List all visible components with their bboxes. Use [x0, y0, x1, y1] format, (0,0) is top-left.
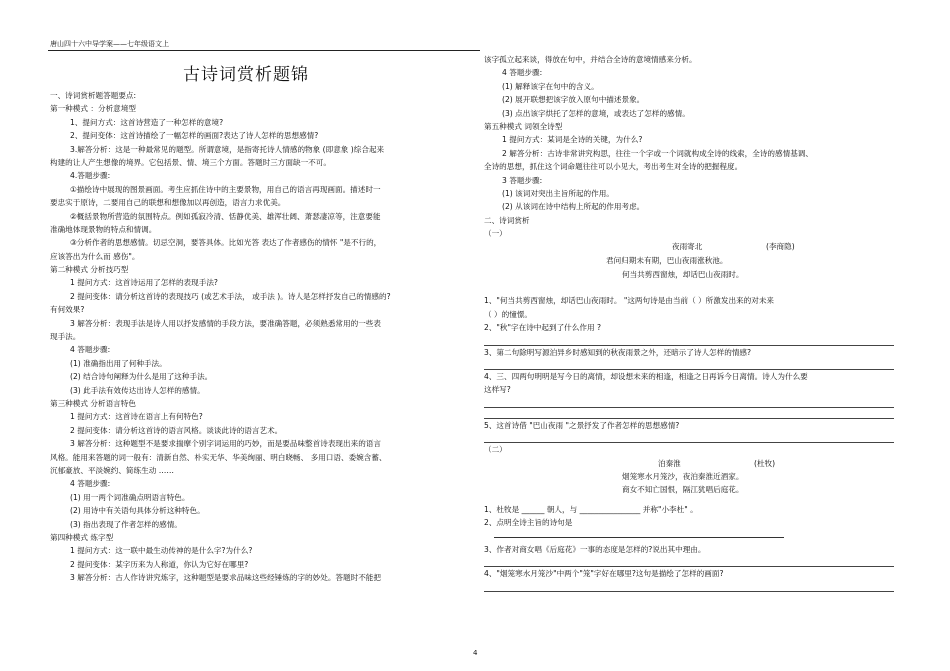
answer-line: [484, 408, 894, 419]
page-number: 4: [473, 649, 478, 657]
text-line: 风格。能用来答题的词一般有：清新自然、朴实无华、华美绚丽、明白晓畅、 多用口语、委婉含蓄、: [50, 452, 387, 462]
text-line: 3.解答分析：这是一种最常见的题型。所谓意境，是指寄托诗人情感的物象 (即意象 )综合起来: [70, 144, 385, 154]
poem-1-title: 夜雨寄北: [672, 242, 703, 252]
text-line: 这样写?: [484, 385, 511, 395]
text-line: （一）: [484, 229, 507, 239]
text-line: (2) 展开联想把该字放入原句中描述景象。: [502, 95, 645, 105]
text-line: 第四种模式 炼字型: [50, 532, 114, 542]
answer-line: [484, 581, 894, 592]
text-line: 2 提问变体：请分析这首诗的语言风格。谈谈此诗的语言艺术。: [70, 425, 283, 435]
text-line: 2 提问变体：请分析这首诗的表现技巧 (或艺术手法， 或手法 )。诗人是怎样抒发自己的情感的?: [70, 291, 391, 301]
text-line: (2) 用诗中有关语句具体分析这种特色。: [70, 506, 205, 516]
text-line: 5、这首诗借 "巴山夜雨 "之景抒发了作者怎样的思想感情?: [484, 420, 680, 430]
questions-2: [484, 503, 904, 592]
text-line: (3) 此手法有效传达出诗人怎样的感情。: [70, 385, 205, 395]
answer-line: [484, 432, 894, 443]
poem-1-author: (李商隐): [766, 242, 795, 252]
text-line: (2) 从该词在诗中结构上所起的作用考虑。: [502, 202, 645, 212]
text-line: (1) 准确指出用了何种手法。: [70, 358, 167, 368]
text-line: (2) 结合诗句阐释为什么是用了这种手法。: [70, 372, 213, 382]
poem-1-line-2: 何当共剪西窗烛，却话巴山夜雨时。: [622, 270, 744, 280]
text-line: 4 答题步骤:: [70, 479, 111, 489]
poem-2-title: 泊秦淮: [658, 458, 681, 468]
page-header: 唐山四十六中导学案——七年级语文上: [50, 40, 169, 48]
text-line: 1 提问方式：这一联中最生动传神的是什么字?为什么?: [70, 546, 253, 556]
text-line: 要忠实于原诗，二要用自己的联想和想像加以再创造，语言力求优美。: [50, 198, 286, 208]
text-line: 1、提问方式：这首诗营造了一种怎样的意境?: [70, 117, 224, 127]
text-line: 二、诗词赏析: [484, 215, 530, 225]
text-line: 全诗的思想，抓住这个词命题往往可以小见大，考出考生对全诗的把握程度。: [484, 162, 743, 172]
text-line: 3 解答分析：表现手法是诗人用以抒发感情的手段方法，要准确答题，必须熟悉常用的一些表: [70, 318, 381, 328]
text-line: 1、杜牧是 ______ 朝人，与 ________________ 并称"小李杜" 。: [484, 504, 698, 514]
text-line: 1、"何当共剪西窗烛，却话巴山夜雨时。 "这两句诗是由当前（ ）所激发出来的对未来: [484, 296, 775, 306]
text-line: 1 提问方式：某词是全诗的关键，为什么?: [502, 135, 643, 145]
text-line: 第一种模式 ：分析意境型: [50, 104, 136, 114]
answer-line: [484, 397, 894, 408]
answer-line: [484, 556, 894, 567]
poem-1-line-1: 君问归期未有期，巴山夜雨涨秋池。: [606, 256, 728, 266]
text-line: 2 解答分析：古诗非常讲究构思，往往一个字或一个词就构成全诗的线索，全诗的感情基调、: [502, 148, 813, 158]
answer-line: [484, 359, 894, 370]
text-line: 3 答题步骤:: [502, 175, 543, 185]
answer-blank[interactable]: [494, 537, 784, 538]
text-line: 3 解答分析：这种题型不是要求揣摩个别字词运用的巧妙，而是要品味整首诗表现出来的语言: [70, 439, 381, 449]
text-line: （ ）的憧憬。: [484, 309, 532, 319]
text-line: 3 解答分析：古人作诗讲究炼字，这种题型是要求品味这些经锤炼的字的妙处。答题时不能把: [70, 573, 381, 583]
text-line: 准确地体现景物的特点和情调。: [50, 224, 157, 234]
text-line: (1) 解释该字在句中的含义。: [502, 81, 599, 91]
answer-line: [484, 335, 894, 346]
text-line: 该字孤立起来谈，得放在句中，并结合全诗的意境情感来分析。: [484, 55, 697, 64]
right-notes: [484, 53, 904, 240]
text-line: 第二种模式 分析技巧型: [50, 265, 129, 275]
text-line: (3) 点出该字烘托了怎样的意境，或表达了怎样的感情。: [502, 108, 690, 118]
text-line: 3、作者对商女唱《后庭花》一事的态度是怎样的?说出其中理由。: [484, 544, 706, 554]
poem-2-line-1: 烟笼寒水月笼沙，夜泊秦淮近酒家。: [622, 471, 744, 481]
text-line: 第三种模式 分析语言特色: [50, 398, 136, 408]
text-line: ①描绘诗中展现的图景画面。考生应抓住诗中的主要景物，用自己的语言再现画面。描述时一: [70, 184, 381, 194]
poem-1: [484, 240, 904, 294]
questions-1: [484, 294, 904, 456]
text-line: 4 答题步骤:: [70, 345, 111, 355]
poem-2-author: (杜牧): [754, 458, 776, 468]
question-line: 2、点明全诗主旨的诗句是: [484, 517, 573, 527]
text-line: 第五种模式 词领全诗型: [484, 121, 563, 131]
text-line: ②概括景物所营造的氛围特点。例如孤寂冷清、恬静优美、雄浑壮阔、萧瑟凄凉等，注意要能: [70, 211, 381, 221]
text-line: 2、"秋"字在诗中起到了什么作用 ?: [484, 323, 601, 333]
text-line: 沉郁豪放、平淡婉约、简练生动 ……: [50, 465, 174, 475]
text-line: 2、提问变体：这首诗描绘了一幅怎样的画面?表达了诗人怎样的思想感情?: [70, 131, 319, 141]
text-line: 3、第二句除明写源泊异乡时感知到的秋夜雨景之外，还暗示了诗人怎样的情感?: [484, 347, 752, 357]
left-column: [50, 89, 480, 584]
text-line: (1) 用一两个词准确点明语言特色。: [70, 492, 190, 502]
text-line: 4.答题步骤:: [70, 171, 111, 181]
page-title: 古诗词赏析题锦: [183, 65, 309, 85]
text-line: 4、三、四两句明明是写今日的离情，却设想未来的相逢，相逢之日再诉今日离情。诗人为什么要: [484, 372, 808, 382]
text-line: 4 答题步骤:: [502, 68, 543, 78]
text-line: 构建的让人产生想像的境界。它包括景、情、境三个方面。答题时三方面缺一不可。: [50, 157, 331, 167]
text-line: 1 提问方式：这首诗在语言上有何特色?: [70, 412, 203, 422]
text-line: （二）: [484, 445, 507, 455]
text-line: 应该答出为什么而 感伤"。: [50, 251, 140, 261]
text-line: 一、诗词赏析题答题要点:: [50, 91, 137, 100]
text-line: (1) 该词对突出主旨所起的作用。: [502, 188, 614, 198]
poem-2: [484, 457, 904, 503]
poem-2-line-2: 商女不知亡国恨，隔江犹唱后庭花。: [622, 484, 744, 494]
text-line: ③分析作者的思想感情。切忌空洞，要答具体。比如光答 表达了作者感伤的情怀 "是不行的，: [70, 238, 382, 248]
right-column: [484, 53, 904, 592]
text-line: 2 提问变体：某字历来为人称道，你认为它好在哪里?: [70, 559, 249, 569]
text-line: 4、"烟笼寒水月笼沙"中两个"笼"字好在哪里?这句是描绘了怎样的画面?: [484, 569, 724, 579]
text-line: 1 提问方式：这首诗运用了怎样的表现手法?: [70, 278, 218, 288]
header-rule: [48, 50, 480, 51]
text-line: (3) 指出表现了作者怎样的感情。: [70, 519, 182, 529]
text-line: 现手法。: [50, 332, 81, 342]
text-line: 有何效果?: [50, 305, 85, 315]
